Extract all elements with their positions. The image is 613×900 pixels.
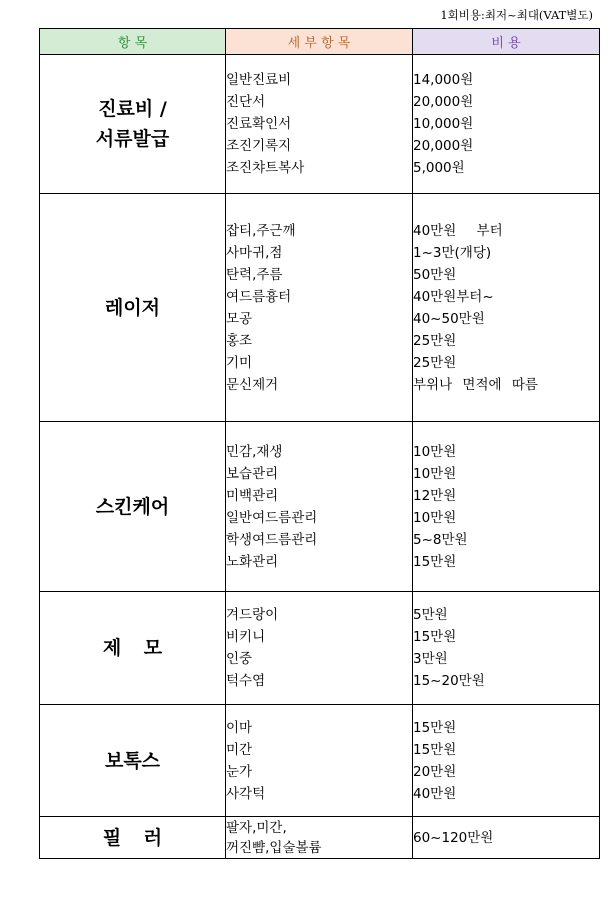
header-category-char: 목	[134, 36, 148, 51]
price-table	[39, 28, 600, 859]
item-name: 꺼진뺨,입술볼륨	[226, 839, 322, 856]
item-cost: 10만원	[413, 443, 457, 460]
category-cell	[40, 592, 226, 705]
category-cell	[40, 55, 226, 194]
item-cost: 12만원	[413, 487, 457, 504]
item-cost: 15만원	[413, 741, 457, 758]
item-cost: 40만원	[413, 785, 457, 802]
items-cell	[226, 592, 413, 705]
header-detail-char: 목	[337, 36, 351, 51]
item-cost: 부위나 면적에 따름	[413, 376, 538, 393]
header-detail-char: 항	[321, 36, 334, 51]
category-label: 제 모	[102, 637, 163, 659]
items-cell	[226, 705, 413, 817]
item-cost: 5만원	[413, 607, 448, 623]
item-name: 진료확인서	[226, 116, 292, 132]
category-label: 스킨케어	[95, 495, 170, 518]
item-name: 보습관리	[226, 465, 279, 482]
item-name: 민감,재생	[226, 443, 283, 460]
item-cost: 1~3만(개당)	[413, 244, 492, 261]
header-row	[40, 29, 600, 55]
category-label: 진료비 /	[98, 98, 167, 120]
costs-cell	[413, 55, 600, 194]
item-name: 진단서	[226, 94, 266, 110]
category-label: 서류발급	[95, 128, 170, 150]
item-cost: 40~50만원	[413, 310, 485, 327]
item-cost: 15만원	[413, 719, 457, 736]
section-row-laser	[40, 194, 600, 422]
category-label: 보톡스	[104, 749, 161, 772]
category-cell	[40, 422, 226, 592]
header-detail	[226, 29, 413, 55]
item-cost: 10만원	[413, 465, 457, 482]
item-cost: 10,000원	[413, 116, 474, 132]
header-cost	[413, 29, 600, 55]
item-cost: 25만원	[413, 354, 457, 371]
item-name: 미간	[226, 741, 253, 758]
costs-cell	[413, 705, 600, 817]
section-row-botox	[40, 705, 600, 817]
item-cost: 40만원 부터	[413, 222, 503, 239]
item-name: 문신제거	[226, 376, 279, 393]
item-name: 일반여드름관리	[226, 509, 318, 526]
category-cell	[40, 817, 226, 859]
costs-cell	[413, 817, 600, 859]
item-name: 일반진료비	[226, 72, 292, 88]
item-name: 학생여드름관리	[226, 531, 318, 548]
header-cost-char: 비	[491, 36, 504, 51]
item-name: 조진기록지	[226, 138, 292, 154]
item-name: 비키니	[226, 629, 266, 645]
item-name: 여드름흉터	[226, 288, 292, 305]
item-cost: 5~8만원	[413, 531, 468, 548]
item-cost: 25만원	[413, 332, 457, 349]
item-name: 노화관리	[226, 553, 279, 570]
item-name: 모공	[226, 310, 253, 327]
category-cell	[40, 705, 226, 817]
item-cost: 40만원부터~	[413, 288, 494, 305]
item-cost: 15만원	[413, 553, 457, 570]
header-category-char: 항	[117, 36, 131, 51]
items-cell	[226, 422, 413, 592]
item-name: 눈가	[226, 763, 253, 780]
item-cost: 3만원	[413, 651, 448, 667]
item-name: 잡티,주근깨	[226, 222, 296, 239]
category-cell	[40, 194, 226, 422]
item-name: 턱수염	[226, 673, 266, 689]
item-cost: 60~120만원	[413, 829, 494, 846]
category-label: 필 러	[102, 826, 163, 849]
costs-cell	[413, 194, 600, 422]
section-row-filler	[40, 817, 600, 859]
item-cost: 50만원	[413, 266, 457, 283]
item-name: 미백관리	[226, 487, 279, 504]
item-cost: 20만원	[413, 763, 457, 780]
item-cost: 15~20만원	[413, 673, 485, 689]
costs-cell	[413, 422, 600, 592]
item-name: 탄력,주름	[226, 266, 283, 283]
item-name: 조진챠트복사	[226, 160, 305, 176]
item-cost: 20,000원	[413, 94, 474, 110]
section-row-hair-removal	[40, 592, 600, 705]
item-name: 사각턱	[226, 785, 266, 802]
item-name: 팔자,미간,	[226, 819, 287, 836]
item-name: 인중	[226, 651, 253, 667]
section-row-skincare	[40, 422, 600, 592]
item-name: 겨드랑이	[226, 607, 279, 623]
item-cost: 10만원	[413, 509, 457, 526]
header-category	[40, 29, 226, 55]
items-cell	[226, 55, 413, 194]
costs-cell	[413, 592, 600, 705]
item-cost: 20,000원	[413, 138, 474, 154]
header-cost-char: 용	[508, 36, 521, 51]
item-name: 사마귀,점	[226, 244, 283, 261]
vat-note: 1회비용:최저~최대(VAT별도)	[440, 8, 593, 22]
section-row-consult	[40, 55, 600, 194]
item-name: 홍조	[226, 332, 253, 349]
category-label: 레이저	[104, 296, 161, 319]
item-cost: 14,000원	[413, 72, 474, 88]
item-name: 기미	[226, 354, 253, 371]
item-name: 이마	[226, 719, 253, 736]
header-detail-char: 세	[287, 36, 301, 51]
items-cell	[226, 817, 413, 859]
header-detail-char: 부	[304, 36, 317, 51]
item-cost: 5,000원	[413, 160, 465, 176]
items-cell	[226, 194, 413, 422]
item-cost: 15만원	[413, 629, 457, 645]
